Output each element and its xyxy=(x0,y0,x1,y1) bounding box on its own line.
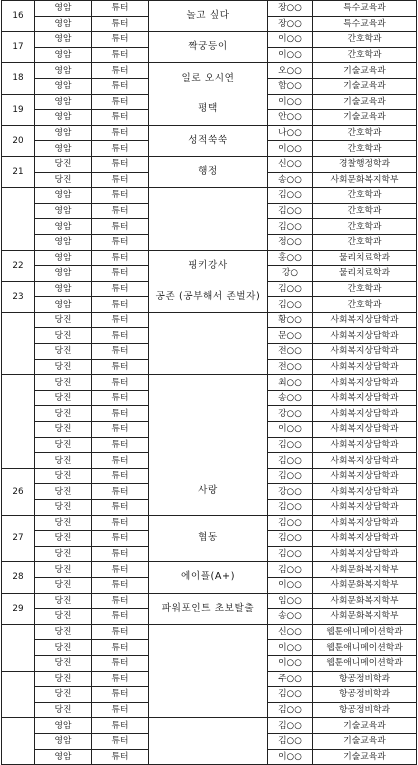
role-cell: 튜터 xyxy=(92,546,149,562)
table-row xyxy=(2,624,417,640)
team-number-cell xyxy=(2,671,35,718)
table-row xyxy=(2,515,417,531)
name-cell: 황○○ xyxy=(268,312,313,328)
team-number-cell xyxy=(2,312,35,374)
team-number-cell: 22 xyxy=(2,250,35,281)
role-cell: 튜터 xyxy=(92,94,149,110)
team-name-cell: 사랑 xyxy=(149,468,268,515)
role-cell: 튜터 xyxy=(92,188,149,204)
team-number-cell: 18 xyxy=(2,63,35,94)
name-cell: 이○○ xyxy=(268,47,313,63)
name-cell: 임○○ xyxy=(268,593,313,609)
name-cell: 문○○ xyxy=(268,328,313,344)
campus-cell: 당진 xyxy=(35,640,92,656)
team-number-cell: 19 xyxy=(2,94,35,125)
role-cell: 튜터 xyxy=(92,437,149,453)
department-cell: 기술교육과 xyxy=(313,733,417,749)
role-cell: 튜터 xyxy=(92,125,149,141)
name-cell: 김○○ xyxy=(268,203,313,219)
name-cell: 이○○ xyxy=(268,141,313,157)
campus-cell: 당진 xyxy=(35,390,92,406)
name-cell: 장○○ xyxy=(268,1,313,17)
department-cell: 기술교육과 xyxy=(313,78,417,94)
department-cell: 간호학과 xyxy=(313,32,417,48)
department-cell: 간호학과 xyxy=(313,219,417,235)
team-name-cell: 일로 오시연 xyxy=(149,63,268,94)
department-cell: 웹툰애니메이션학과 xyxy=(313,640,417,656)
name-cell: 장○○ xyxy=(268,16,313,32)
role-cell: 튜터 xyxy=(92,156,149,172)
team-name-cell: 핑키강사 xyxy=(149,250,268,281)
table-row xyxy=(2,718,417,734)
department-cell: 웹툰애니메이션학과 xyxy=(313,655,417,671)
department-cell: 특수교육과 xyxy=(313,1,417,17)
department-cell: 항공정비학과 xyxy=(313,671,417,687)
team-number-cell: 27 xyxy=(2,515,35,562)
team-name-cell: 행정 xyxy=(149,156,268,187)
name-cell: 주○○ xyxy=(268,671,313,687)
campus-cell: 당진 xyxy=(35,406,92,422)
team-name-cell xyxy=(149,718,268,765)
role-cell: 튜터 xyxy=(92,577,149,593)
campus-cell: 당진 xyxy=(35,702,92,718)
role-cell: 튜터 xyxy=(92,297,149,313)
campus-cell: 영암 xyxy=(35,234,92,250)
team-name-cell xyxy=(149,312,268,374)
role-cell: 튜터 xyxy=(92,515,149,531)
campus-cell: 당진 xyxy=(35,546,92,562)
name-cell: 김○○ xyxy=(268,468,313,484)
team-number-cell: 16 xyxy=(2,1,35,32)
department-cell: 기술교육과 xyxy=(313,63,417,79)
campus-cell: 당진 xyxy=(35,375,92,391)
department-cell: 사회문화복지학부 xyxy=(313,172,417,188)
role-cell: 튜터 xyxy=(92,203,149,219)
role-cell: 튜터 xyxy=(92,344,149,360)
role-cell: 튜터 xyxy=(92,422,149,438)
name-cell: 이○○ xyxy=(268,32,313,48)
campus-cell: 당진 xyxy=(35,156,92,172)
department-cell: 간호학과 xyxy=(313,125,417,141)
name-cell: 김○○ xyxy=(268,531,313,547)
department-cell: 사회복지상담학과 xyxy=(313,500,417,516)
name-cell: 함○○ xyxy=(268,78,313,94)
department-cell: 특수교육과 xyxy=(313,16,417,32)
team-name-cell: 짝궁등이 xyxy=(149,32,268,63)
team-number-cell: 20 xyxy=(2,125,35,156)
tutor-table-body xyxy=(2,1,417,765)
campus-cell: 당진 xyxy=(35,593,92,609)
table-row xyxy=(2,94,417,110)
role-cell: 튜터 xyxy=(92,63,149,79)
department-cell: 사회복지상담학과 xyxy=(313,515,417,531)
role-cell: 튜터 xyxy=(92,1,149,17)
name-cell: 김○○ xyxy=(268,297,313,313)
role-cell: 튜터 xyxy=(92,687,149,703)
team-name-cell xyxy=(149,375,268,469)
campus-cell: 당진 xyxy=(35,577,92,593)
department-cell: 항공정비학과 xyxy=(313,687,417,703)
name-cell: 정○○ xyxy=(268,234,313,250)
campus-cell: 영암 xyxy=(35,78,92,94)
table-row xyxy=(2,281,417,297)
name-cell: 김○○ xyxy=(268,702,313,718)
role-cell: 튜터 xyxy=(92,609,149,625)
department-cell: 경찰행정학과 xyxy=(313,156,417,172)
department-cell: 사회복지상담학과 xyxy=(313,546,417,562)
department-cell: 간호학과 xyxy=(313,141,417,157)
campus-cell: 당진 xyxy=(35,359,92,375)
name-cell: 이○○ xyxy=(268,749,313,765)
team-number-cell: 29 xyxy=(2,593,35,624)
role-cell: 튜터 xyxy=(92,266,149,282)
campus-cell: 영암 xyxy=(35,266,92,282)
campus-cell: 영암 xyxy=(35,749,92,765)
role-cell: 튜터 xyxy=(92,640,149,656)
role-cell: 튜터 xyxy=(92,468,149,484)
department-cell: 기술교육과 xyxy=(313,110,417,126)
table-row xyxy=(2,156,417,172)
role-cell: 튜터 xyxy=(92,718,149,734)
name-cell: 송○○ xyxy=(268,609,313,625)
name-cell: 강○○ xyxy=(268,484,313,500)
campus-cell: 당진 xyxy=(35,562,92,578)
department-cell: 사회복지상담학과 xyxy=(313,422,417,438)
campus-cell: 영암 xyxy=(35,32,92,48)
campus-cell: 영암 xyxy=(35,125,92,141)
name-cell: 김○○ xyxy=(268,281,313,297)
table-row xyxy=(2,250,417,266)
team-name-cell: 에이플(A+) xyxy=(149,562,268,593)
department-cell: 사회문화복지학부 xyxy=(313,609,417,625)
table-row xyxy=(2,468,417,484)
role-cell: 튜터 xyxy=(92,219,149,235)
team-name-cell xyxy=(149,188,268,250)
campus-cell: 당진 xyxy=(35,172,92,188)
campus-cell: 영암 xyxy=(35,219,92,235)
department-cell: 간호학과 xyxy=(313,281,417,297)
team-name-cell xyxy=(149,624,268,671)
role-cell: 튜터 xyxy=(92,702,149,718)
campus-cell: 영암 xyxy=(35,47,92,63)
campus-cell: 당진 xyxy=(35,344,92,360)
role-cell: 튜터 xyxy=(92,312,149,328)
department-cell: 사회복지상담학과 xyxy=(313,312,417,328)
department-cell: 물리치료학과 xyxy=(313,266,417,282)
table-row xyxy=(2,375,417,391)
department-cell: 사회복지상담학과 xyxy=(313,453,417,469)
name-cell: 이○○ xyxy=(268,655,313,671)
table-row xyxy=(2,671,417,687)
campus-cell: 영암 xyxy=(35,16,92,32)
department-cell: 기술교육과 xyxy=(313,718,417,734)
department-cell: 간호학과 xyxy=(313,297,417,313)
role-cell: 튜터 xyxy=(92,32,149,48)
team-name-cell: 놀고 싶다 xyxy=(149,1,268,32)
team-number-cell: 21 xyxy=(2,156,35,187)
department-cell: 사회복지상담학과 xyxy=(313,406,417,422)
name-cell: 김○○ xyxy=(268,562,313,578)
department-cell: 항공정비학과 xyxy=(313,702,417,718)
team-name-cell: 평택 xyxy=(149,94,268,125)
department-cell: 기술교육과 xyxy=(313,94,417,110)
department-cell: 사회복지상담학과 xyxy=(313,531,417,547)
name-cell: 이○○ xyxy=(268,640,313,656)
campus-cell: 영암 xyxy=(35,1,92,17)
role-cell: 튜터 xyxy=(92,359,149,375)
campus-cell: 영암 xyxy=(35,297,92,313)
role-cell: 튜터 xyxy=(92,375,149,391)
campus-cell: 영암 xyxy=(35,250,92,266)
department-cell: 사회복지상담학과 xyxy=(313,390,417,406)
campus-cell: 당진 xyxy=(35,312,92,328)
role-cell: 튜터 xyxy=(92,406,149,422)
department-cell: 사회복지상담학과 xyxy=(313,344,417,360)
name-cell: 신○○ xyxy=(268,156,313,172)
campus-cell: 당진 xyxy=(35,671,92,687)
tutor-table xyxy=(1,0,417,765)
department-cell: 사회복지상담학과 xyxy=(313,468,417,484)
name-cell: 강○○ xyxy=(268,406,313,422)
role-cell: 튜터 xyxy=(92,484,149,500)
role-cell: 튜터 xyxy=(92,593,149,609)
name-cell: 이○○ xyxy=(268,94,313,110)
name-cell: 송○○ xyxy=(268,390,313,406)
team-number-cell: 26 xyxy=(2,468,35,515)
table-row xyxy=(2,593,417,609)
name-cell: 김○○ xyxy=(268,515,313,531)
role-cell: 튜터 xyxy=(92,671,149,687)
role-cell: 튜터 xyxy=(92,234,149,250)
role-cell: 튜터 xyxy=(92,733,149,749)
role-cell: 튜터 xyxy=(92,281,149,297)
department-cell: 사회복지상담학과 xyxy=(313,359,417,375)
team-number-cell xyxy=(2,718,35,765)
campus-cell: 영암 xyxy=(35,733,92,749)
campus-cell: 영암 xyxy=(35,94,92,110)
table-row xyxy=(2,562,417,578)
team-name-cell: 공존 (공부해서 존벌자) xyxy=(149,281,268,312)
department-cell: 물리치료학과 xyxy=(313,250,417,266)
name-cell: 강○ xyxy=(268,266,313,282)
team-number-cell xyxy=(2,375,35,469)
department-cell: 사회복지상담학과 xyxy=(313,375,417,391)
name-cell: 전○○ xyxy=(268,344,313,360)
campus-cell: 영암 xyxy=(35,281,92,297)
department-cell: 간호학과 xyxy=(313,203,417,219)
name-cell: 홍○○ xyxy=(268,250,313,266)
name-cell: 김○○ xyxy=(268,687,313,703)
campus-cell: 당진 xyxy=(35,655,92,671)
department-cell: 웹툰애니메이션학과 xyxy=(313,624,417,640)
table-row xyxy=(2,1,417,17)
role-cell: 튜터 xyxy=(92,562,149,578)
name-cell: 김○○ xyxy=(268,453,313,469)
name-cell: 이○○ xyxy=(268,577,313,593)
campus-cell: 영암 xyxy=(35,188,92,204)
campus-cell: 영암 xyxy=(35,110,92,126)
role-cell: 튜터 xyxy=(92,250,149,266)
name-cell: 김○○ xyxy=(268,718,313,734)
role-cell: 튜터 xyxy=(92,531,149,547)
campus-cell: 당진 xyxy=(35,515,92,531)
role-cell: 튜터 xyxy=(92,500,149,516)
role-cell: 튜터 xyxy=(92,110,149,126)
team-name-cell xyxy=(149,671,268,718)
role-cell: 튜터 xyxy=(92,453,149,469)
campus-cell: 당진 xyxy=(35,531,92,547)
department-cell: 사회문화복지학부 xyxy=(313,577,417,593)
role-cell: 튜터 xyxy=(92,16,149,32)
name-cell: 이○○ xyxy=(268,422,313,438)
table-row xyxy=(2,312,417,328)
table-row xyxy=(2,188,417,204)
department-cell: 사회복지상담학과 xyxy=(313,484,417,500)
name-cell: 김○○ xyxy=(268,437,313,453)
team-number-cell: 28 xyxy=(2,562,35,593)
campus-cell: 영암 xyxy=(35,203,92,219)
role-cell: 튜터 xyxy=(92,172,149,188)
department-cell: 기술교육과 xyxy=(313,749,417,765)
department-cell: 사회문화복지학부 xyxy=(313,562,417,578)
campus-cell: 당진 xyxy=(35,422,92,438)
department-cell: 사회문화복지학부 xyxy=(313,593,417,609)
role-cell: 튜터 xyxy=(92,749,149,765)
name-cell: 오○○ xyxy=(268,63,313,79)
role-cell: 튜터 xyxy=(92,328,149,344)
role-cell: 튜터 xyxy=(92,78,149,94)
department-cell: 간호학과 xyxy=(313,188,417,204)
department-cell: 간호학과 xyxy=(313,234,417,250)
name-cell: 최○○ xyxy=(268,375,313,391)
team-number-cell xyxy=(2,624,35,671)
name-cell: 김○○ xyxy=(268,733,313,749)
table-row xyxy=(2,32,417,48)
name-cell: 김○○ xyxy=(268,546,313,562)
campus-cell: 영암 xyxy=(35,63,92,79)
name-cell: 나○○ xyxy=(268,125,313,141)
team-number-cell: 17 xyxy=(2,32,35,63)
campus-cell: 당진 xyxy=(35,453,92,469)
role-cell: 튜터 xyxy=(92,141,149,157)
department-cell: 사회복지상담학과 xyxy=(313,437,417,453)
department-cell: 사회복지상담학과 xyxy=(313,328,417,344)
name-cell: 송○○ xyxy=(268,172,313,188)
role-cell: 튜터 xyxy=(92,390,149,406)
department-cell: 간호학과 xyxy=(313,47,417,63)
campus-cell: 당진 xyxy=(35,468,92,484)
team-name-cell: 파워포인트 초보탈출 xyxy=(149,593,268,624)
name-cell: 신○○ xyxy=(268,624,313,640)
team-name-cell: 성적쑥쑥 xyxy=(149,125,268,156)
campus-cell: 당진 xyxy=(35,687,92,703)
team-name-cell: 협동 xyxy=(149,515,268,562)
table-row xyxy=(2,63,417,79)
name-cell: 안○○ xyxy=(268,110,313,126)
table-row xyxy=(2,125,417,141)
campus-cell: 영암 xyxy=(35,718,92,734)
role-cell: 튜터 xyxy=(92,624,149,640)
role-cell: 튜터 xyxy=(92,655,149,671)
role-cell: 튜터 xyxy=(92,47,149,63)
campus-cell: 당진 xyxy=(35,500,92,516)
team-number-cell xyxy=(2,188,35,250)
name-cell: 전○○ xyxy=(268,359,313,375)
campus-cell: 당진 xyxy=(35,609,92,625)
name-cell: 김○○ xyxy=(268,500,313,516)
campus-cell: 당진 xyxy=(35,437,92,453)
name-cell: 김○○ xyxy=(268,219,313,235)
campus-cell: 영암 xyxy=(35,141,92,157)
name-cell: 김○○ xyxy=(268,188,313,204)
campus-cell: 당진 xyxy=(35,328,92,344)
campus-cell: 당진 xyxy=(35,624,92,640)
team-number-cell: 23 xyxy=(2,281,35,312)
campus-cell: 당진 xyxy=(35,484,92,500)
